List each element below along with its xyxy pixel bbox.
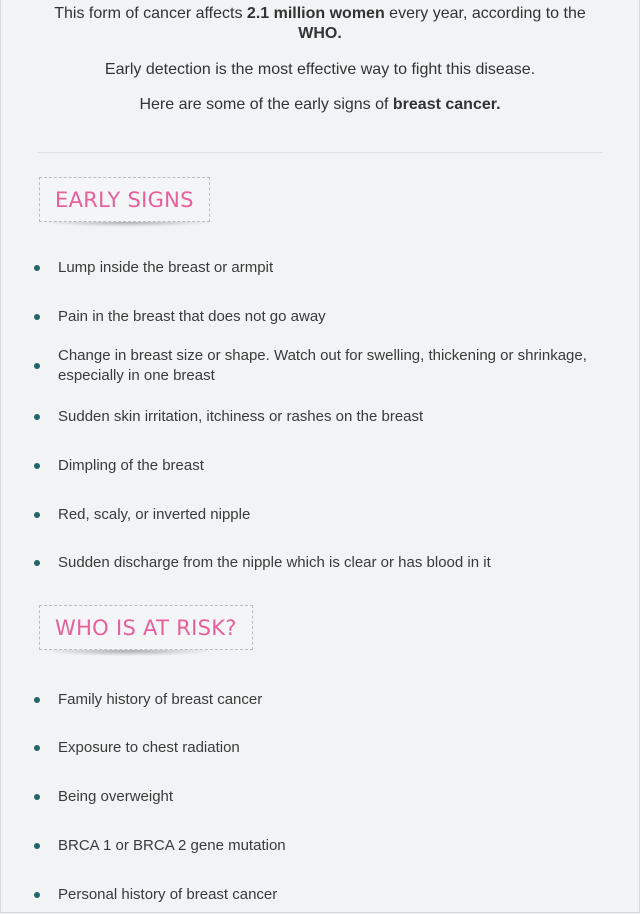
intro-detection-paragraph: Early detection is the most effective way to fight this disease. <box>104 61 536 78</box>
list-item <box>34 346 614 386</box>
list-item-text: Personal history of breast cancer <box>58 886 278 903</box>
bullet-icon <box>34 697 40 703</box>
bullet-icon <box>34 363 40 369</box>
list-item <box>34 787 614 807</box>
intro-signs-text: Here are some of the early signs of <box>139 96 393 113</box>
bullet-icon <box>34 463 40 469</box>
list-item <box>34 505 614 525</box>
bullet-icon <box>34 794 40 800</box>
bullet-icon <box>34 843 40 849</box>
list-item-text: Change in breast size or shape. Watch out for swelling, thickening or shrinkage, especially in one breast <box>58 347 587 384</box>
list-item-text: Exposure to chest radiation <box>58 739 240 756</box>
intro-stat-text-start: This form of cancer affects <box>54 5 247 22</box>
list-item <box>34 307 614 327</box>
list-item-text: Red, scaly, or inverted nipple <box>58 506 251 523</box>
bullet-icon <box>34 414 40 420</box>
list-item-text: Pain in the breast that does not go away <box>58 308 326 325</box>
list-item-text: Sudden discharge from the nipple which is clear or has blood in it <box>58 554 491 571</box>
intro-signs-paragraph <box>40 95 600 115</box>
list-item <box>34 836 614 856</box>
list-item <box>34 553 614 573</box>
list-item-text: Being overweight <box>58 788 174 805</box>
list-item <box>34 885 614 905</box>
list-item <box>34 738 614 758</box>
list-item-text: Lump inside the breast or armpit <box>58 259 274 276</box>
bullet-icon <box>34 314 40 320</box>
list-item <box>34 407 614 427</box>
intro-source-highlight: WHO. <box>298 25 342 42</box>
bullet-icon <box>34 560 40 566</box>
list-item <box>34 456 614 476</box>
bullet-icon <box>34 745 40 751</box>
intro-stat-text-middle: every year, according to the <box>384 5 586 22</box>
bullet-icon <box>34 512 40 518</box>
intro-stat-highlight: 2.1 million women <box>246 5 385 22</box>
list-item-text: Family history of breast cancer <box>58 691 263 708</box>
intro-stat-paragraph <box>40 4 600 44</box>
intro-signs-highlight: breast cancer. <box>392 96 501 113</box>
bullet-icon <box>34 265 40 271</box>
list-item-text: Sudden skin irritation, itchiness or rashes on the breast <box>58 408 424 425</box>
list-item <box>34 690 614 710</box>
early-signs-heading: EARLY SIGNS <box>39 177 210 222</box>
list-item-text: Dimpling of the breast <box>58 457 204 474</box>
who-at-risk-heading: WHO IS AT RISK? <box>39 605 253 650</box>
section-divider <box>38 152 602 153</box>
list-item-text: BRCA 1 or BRCA 2 gene mutation <box>58 837 286 854</box>
bullet-icon <box>34 892 40 898</box>
list-item <box>34 258 614 278</box>
